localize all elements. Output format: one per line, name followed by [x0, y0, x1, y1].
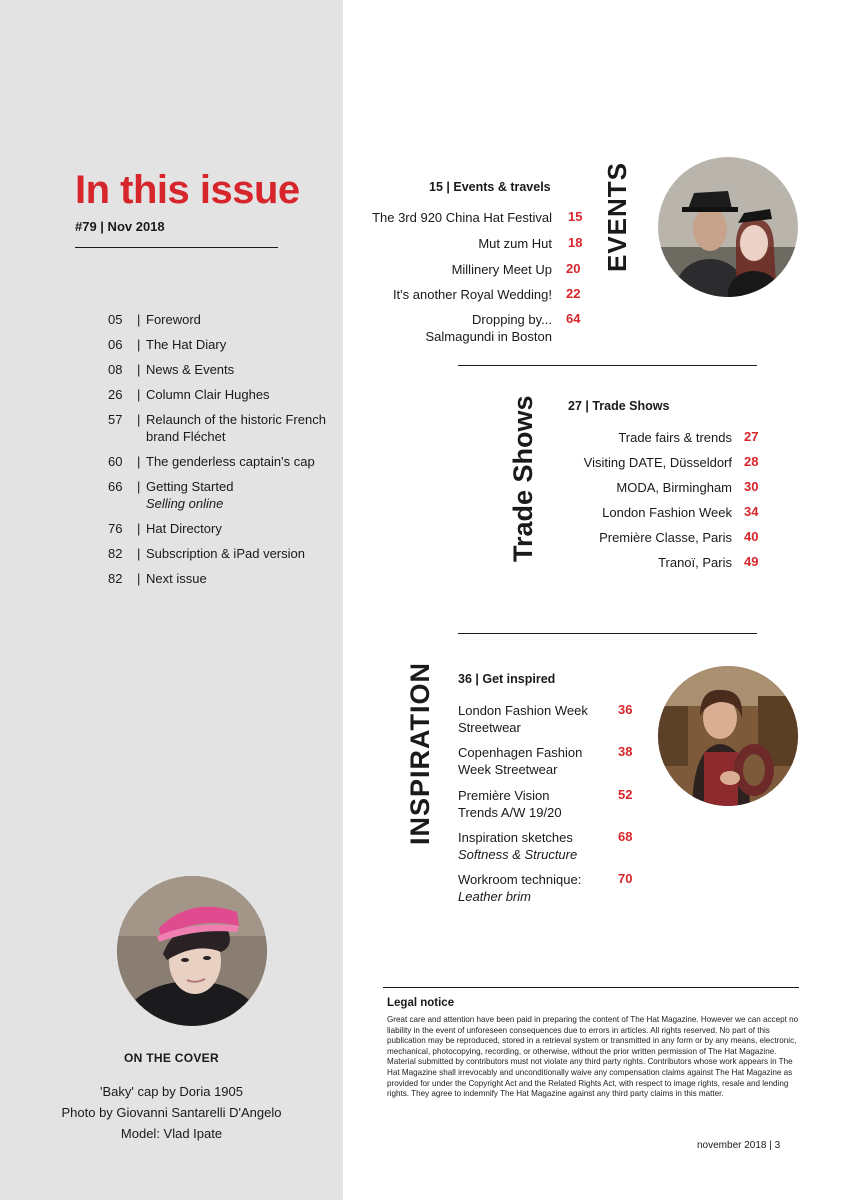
trade-item-page: 40 [744, 529, 759, 544]
inspiration-item-label[interactable]: Copenhagen Fashion [458, 745, 583, 760]
toc-label: The genderless captain's cap [146, 454, 315, 469]
inspiration-item-label-line2[interactable]: Week Streetwear [458, 762, 558, 777]
divider [458, 633, 757, 634]
trade-item-page: 28 [744, 454, 759, 469]
toc-label: Column Clair Hughes [146, 387, 270, 402]
page-footer: november 2018 | 3 [697, 1140, 781, 1151]
trade-item-page: 30 [744, 479, 759, 494]
cover-caption-line: 'Baky' cap by Doria 1905 [100, 1084, 243, 1099]
toc-page-number: 76 [108, 521, 123, 536]
events-item-page: 20 [566, 261, 581, 276]
events-item-page: 18 [568, 235, 583, 250]
toc-label: Subscription & iPad version [146, 546, 305, 561]
events-item-label[interactable]: Mut zum Hut [478, 236, 552, 251]
toc-page-number: 82 [108, 546, 123, 561]
cover-caption-line: Photo by Giovanni Santarelli D'Angelo [61, 1105, 282, 1120]
inspiration-item-label-line2[interactable]: Softness & Structure [458, 847, 578, 862]
trade-section-label: Trade Shows [508, 395, 538, 562]
toc-label: Hat Directory [146, 521, 222, 536]
contents-list [108, 311, 340, 595]
inspiration-item-page: 68 [618, 829, 633, 844]
toc-label: Relaunch of the historic French brand Fléchet [146, 412, 326, 444]
toc-item[interactable]: 57 | Relaunch of the historic French brand Fléchet [108, 411, 340, 445]
events-item-page: 64 [566, 311, 581, 326]
toc-page-number: 60 [108, 454, 123, 469]
trade-item-label[interactable]: London Fashion Week [602, 505, 732, 520]
inspiration-item-label[interactable]: Workroom technique: [458, 872, 582, 887]
events-item-label[interactable]: Millinery Meet Up [451, 262, 552, 277]
trade-item-page: 49 [744, 554, 759, 569]
events-item-label[interactable]: Dropping by... [472, 312, 552, 327]
events-section-heading: 15 | Events & travels [429, 180, 551, 194]
trade-section-heading: 27 | Trade Shows [568, 399, 670, 413]
legal-heading: Legal notice [387, 997, 455, 1009]
inspiration-item-page: 52 [618, 787, 633, 802]
toc-label: Getting Started [146, 479, 234, 494]
inspiration-item-page: 70 [618, 871, 633, 886]
inspiration-item-label-line2[interactable]: Leather brim [458, 889, 531, 904]
cover-model-photo [117, 876, 267, 1026]
inspiration-item-label[interactable]: Inspiration sketches [458, 830, 573, 845]
toc-page-number: 66 [108, 479, 123, 494]
toc-item[interactable]: 66 | Getting Started Selling online [108, 478, 340, 512]
trade-item-page: 27 [744, 429, 759, 444]
toc-item[interactable]: 76 | Hat Directory [108, 520, 340, 537]
inspiration-section-label: INSPIRATION [405, 661, 435, 845]
toc-label: News & Events [146, 362, 235, 377]
toc-item[interactable]: 08 | News & Events [108, 361, 340, 378]
events-item-label[interactable]: It's another Royal Wedding! [392, 287, 552, 302]
divider [458, 365, 757, 366]
toc-item[interactable]: 82 | Subscription & iPad version [108, 545, 340, 562]
toc-item[interactable]: 60 | The genderless captain's cap [108, 453, 340, 470]
inspiration-item-label[interactable]: Première Vision [458, 788, 550, 803]
toc-item[interactable]: 05 | Foreword [108, 311, 340, 328]
trade-item-label[interactable]: Visiting DATE, Düsseldorf [583, 455, 732, 470]
page-title: In this issue [75, 168, 300, 212]
toc-label: The Hat Diary [146, 337, 227, 352]
toc-page-number: 57 [108, 412, 123, 427]
toc-label: Next issue [146, 571, 207, 586]
toc-label: Foreword [146, 312, 201, 327]
toc-sublabel: Selling online [146, 496, 224, 511]
cover-caption [0, 1081, 343, 1144]
inspiration-item-page: 36 [618, 702, 633, 717]
issue-number: #79 | Nov 2018 [75, 219, 165, 234]
inspiration-photo [658, 666, 798, 806]
events-item-page: 15 [568, 209, 583, 224]
events-section-label: EVENTS [602, 161, 632, 272]
trade-item-label[interactable]: Première Classe, Paris [599, 530, 732, 545]
toc-item[interactable]: 82 | Next issue [108, 570, 340, 587]
trade-item-label[interactable]: Trade fairs & trends [618, 430, 732, 445]
cover-heading: ON THE COVER [124, 1051, 219, 1065]
toc-page-number: 82 [108, 571, 123, 586]
inspiration-item-page: 38 [618, 744, 633, 759]
divider [75, 247, 278, 248]
events-item-label-line2[interactable]: Salmagundi in Boston [425, 329, 552, 344]
toc-item[interactable]: 26 | Column Clair Hughes [108, 386, 340, 403]
inspiration-item-label[interactable]: London Fashion Week [458, 703, 588, 718]
events-item-page: 22 [566, 286, 581, 301]
events-item-label[interactable]: The 3rd 920 China Hat Festival [372, 210, 552, 225]
cover-caption-line: Model: Vlad Ipate [120, 1126, 223, 1141]
divider [383, 987, 799, 988]
events-photo [658, 157, 798, 297]
inspiration-item-label-line2[interactable]: Trends A/W 19/20 [458, 805, 562, 820]
inspiration-item-label-line2[interactable]: Streetwear [458, 720, 521, 735]
toc-page-number: 08 [108, 362, 123, 377]
legal-body: Great care and attention have been paid in preparing the content of The Hat Magazine. However we can accept no liability in the event of unforeseen consequences due to errors in articles. All rights reserved. No part of this publication may be reproduced, stored in a retrieval system or transmitted in any form or by any means, electronic, mechanical, photocopying, recording, or otherwise, without the prior written permission of The Hat Magazine. Material submitted by contributors must not violate any third party rights. Contributors whose work appears in The Hat Magazine shall irrevocably and unconditionally waive any compensation claims against The Hat Magazine as provided for under the Copyright Act and the Related Rights Act, with respect to image rights, resale and lending rights. They agree to indemnify The Hat Magazine against any third party claims in this matter. [387, 1015, 799, 1099]
inspiration-section-heading: 36 | Get inspired [458, 672, 556, 686]
toc-page-number: 06 [108, 337, 123, 352]
trade-item-label[interactable]: MODA, Birmingham [616, 480, 732, 495]
trade-item-label[interactable]: Tranoï, Paris [658, 555, 732, 570]
trade-item-page: 34 [744, 504, 759, 519]
toc-item[interactable]: 06 | The Hat Diary [108, 336, 340, 353]
toc-page-number: 05 [108, 312, 123, 327]
toc-page-number: 26 [108, 387, 123, 402]
